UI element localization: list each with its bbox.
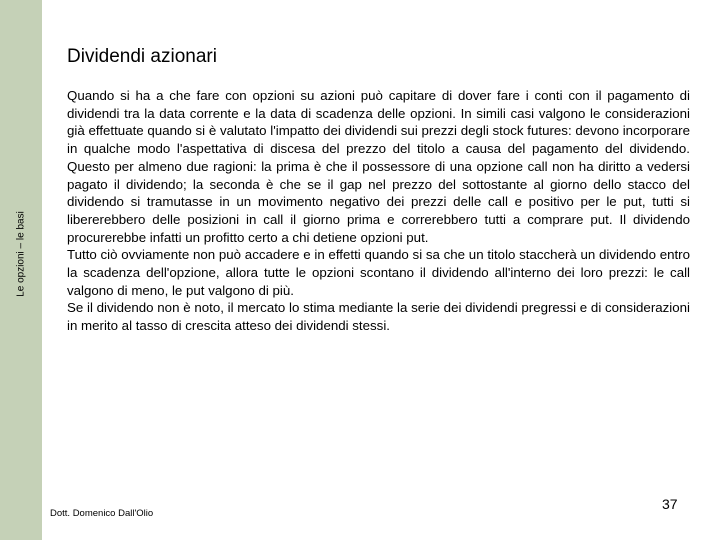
- slide-title: Dividendi azionari: [67, 46, 217, 67]
- body-paragraph: Se il dividendo non è noto, il mercato lo stima mediante la serie dei dividendi pregressi e di considerazioni in merito al tasso di crescita atteso dei dividendi stessi.: [67, 300, 690, 334]
- page-number: 37: [662, 496, 678, 512]
- slide-body: [67, 87, 690, 335]
- side-label: Le opzioni – le basi: [15, 211, 27, 297]
- body-paragraph: Tutto ciò ovviamente non può accadere e in effetti quando si sa che un titolo staccherà un dividendo entro la scadenza dell'opzione, allora tutte le opzioni scontano il dividendo all'interno dei loro prezzi: le call valgono di meno, le put valgono di più.: [67, 247, 690, 298]
- body-paragraph: Quando si ha a che fare con opzioni su azioni può capitare di dover fare i conti con il pagamento di dividendi tra la data corrente e la data di scadenza delle opzioni. In simili casi valgono le considerazioni già effettuate quando si è valutato l'impatto dei dividendi sui prezzi degli stock futures: devono incorporare in qualche modo l'aspettativa di discesa del prezzo del titolo a causa del pagamento del dividendo. Questo per almeno due ragioni: la prima è che il possessore di una opzione call non ha diritto a vedersi pagato il dividendo; la seconda è che se il gap nel prezzo del sottostante al giorno dello stacco del dividendo si tramutasse in un movimento negativo dei prezzi delle call e positivo per le put, tutti si libererebbero delle posizioni in call il giorno prima e correrebbero tutti a comprare put. Il dividendo procurerebbe infatti un profitto certo a chi detiene opzioni put.: [67, 88, 690, 245]
- side-bar: [0, 0, 42, 540]
- footer-author: Dott. Domenico Dall'Olio: [50, 508, 154, 519]
